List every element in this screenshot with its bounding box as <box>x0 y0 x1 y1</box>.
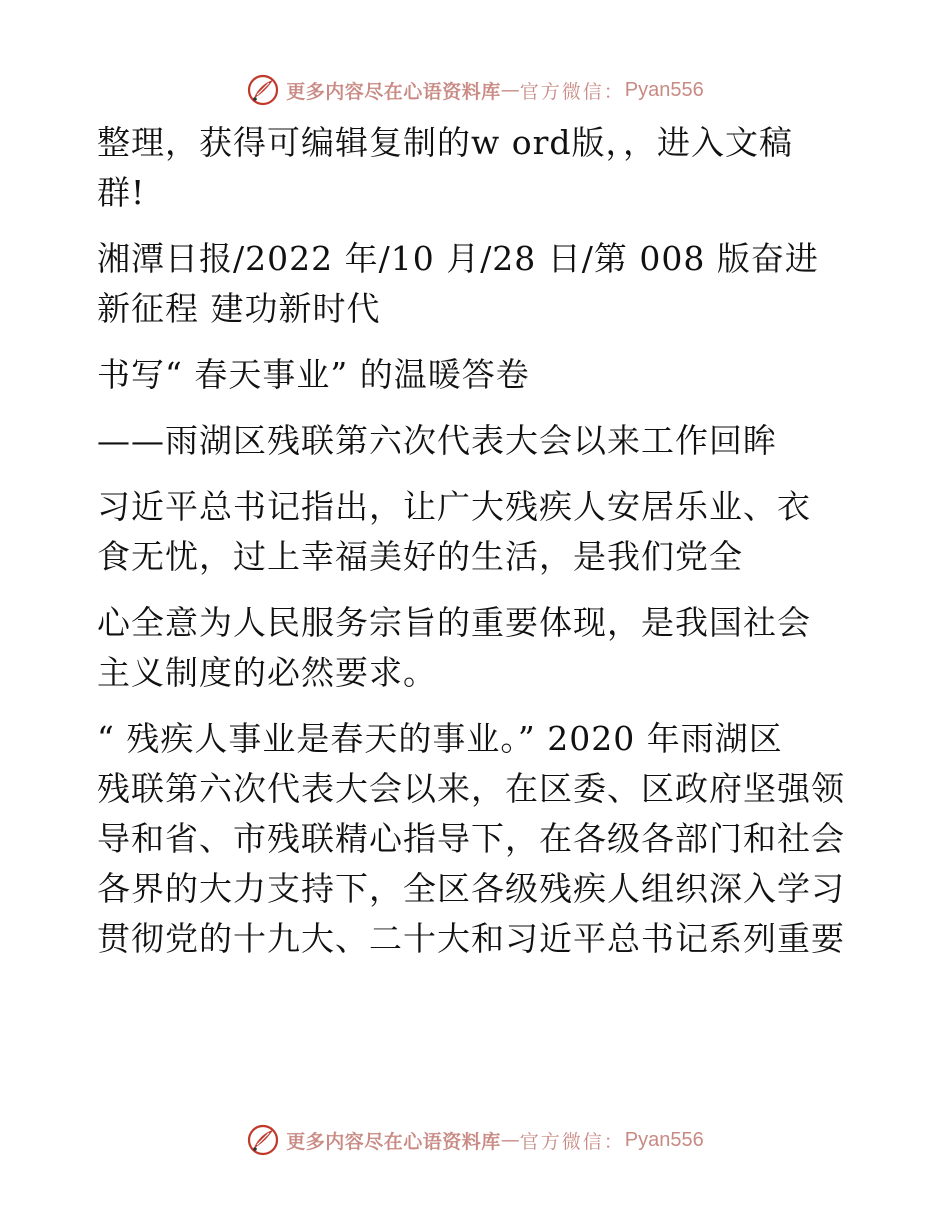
text-line: 整理，获得可编辑复制的w ord版，，进入文稿 <box>97 123 794 162</box>
article-subtitle: ——雨湖区残联第六次代表大会以来工作回眸 <box>97 421 777 460</box>
header-banner <box>0 70 950 110</box>
banner-title: 更多内容尽在心语资料库 <box>286 1130 501 1153</box>
footer-banner <box>0 1120 950 1160</box>
text-line: 新征程 建功新时代 <box>97 289 381 328</box>
text-line: “ 残疾人事业是春天的事业。” 2020 年雨湖区 <box>97 719 783 758</box>
text-line: 食无忧，过上幸福美好的生活，是我们党全 <box>97 537 743 576</box>
banner-separator: — <box>500 79 520 101</box>
article-title: 书写“ 春天事业” 的温暖答卷 <box>97 355 530 394</box>
document-body <box>97 118 857 964</box>
text-line: 群! <box>97 173 146 212</box>
banner-wechat-label: 官方微信： <box>519 1130 625 1153</box>
text-line: 湘潭日报/2022 年/10 月/28 日/第 008 版奋进 <box>97 239 819 278</box>
banner-wechat-id: Pyan556 <box>624 1128 704 1151</box>
banner-wechat-id: Pyan556 <box>624 78 704 101</box>
text-line: 贯彻党的十九大、二十大和习近平总书记系列重要 <box>97 919 845 958</box>
quill-pen-logo-icon <box>246 73 280 107</box>
banner-wechat-label: 官方微信： <box>519 80 625 103</box>
text-line: 心全意为人民服务宗旨的重要体现，是我国社会 <box>97 603 811 642</box>
text-line: 习近平总书记指出，让广大残疾人安居乐业、衣 <box>97 487 811 526</box>
banner-separator: — <box>500 1129 520 1151</box>
text-line: 各界的大力支持下，全区各级残疾人组织深入学习 <box>97 869 845 908</box>
text-line: 残联第六次代表大会以来，在区委、区政府坚强领 <box>97 769 845 808</box>
quill-pen-logo-icon <box>246 1123 280 1157</box>
text-line: 主义制度的必然要求。 <box>97 653 437 692</box>
text-line: 导和省、市残联精心指导下，在各级各部门和社会 <box>97 819 845 858</box>
banner-title: 更多内容尽在心语资料库 <box>286 80 501 103</box>
